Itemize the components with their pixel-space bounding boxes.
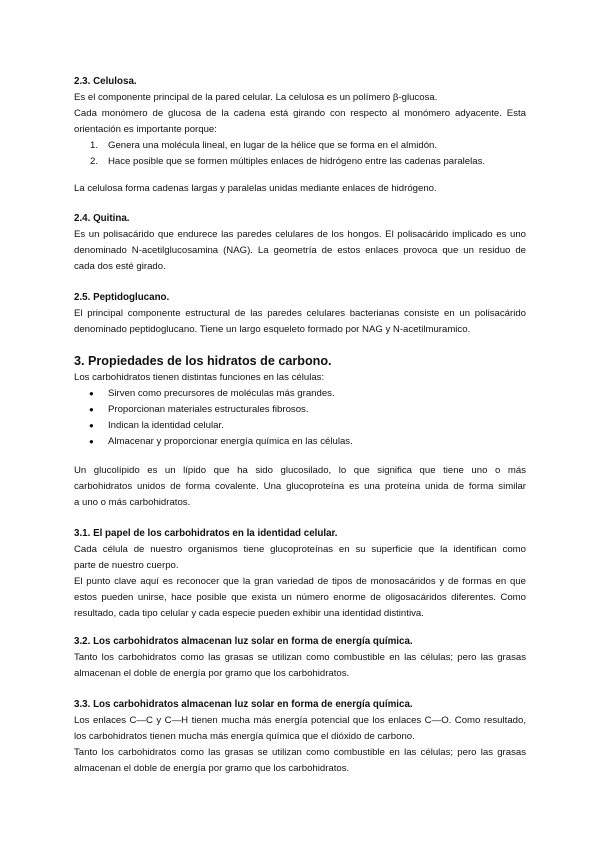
section-2-3 xyxy=(74,74,526,170)
list-item xyxy=(74,386,526,402)
section-2-5 xyxy=(74,290,526,338)
paragraph-line: Cada célula de nuestro organismos tiene glucoproteínas en su superficie que la identifican como xyxy=(74,544,526,555)
section-heading: 2.5. Peptidoglucano. xyxy=(74,292,170,303)
list-item xyxy=(74,402,526,418)
paragraph-line: Tanto los carbohidratos como las grasas se utilizan como combustible en las células; pero las grasas xyxy=(74,652,526,663)
list-item xyxy=(74,154,526,170)
list-item xyxy=(74,434,526,450)
paragraph-line: los carbohidratos tienen mucha más energía química que el dióxido de carbono. xyxy=(74,731,415,742)
section-3-1 xyxy=(74,526,526,622)
bullet-icon: ● xyxy=(89,389,94,398)
bullet-icon: ● xyxy=(89,405,94,414)
paragraph-line: a uno o más carbohidratos. xyxy=(74,497,191,508)
section-title: 3. Propiedades de los hidratos de carbono. xyxy=(74,354,332,368)
list-item xyxy=(74,138,526,154)
paragraph-line: Tanto los carbohidratos como las grasas se utilizan como combustible en las células; pero las grasas xyxy=(74,747,526,758)
paragraph: Los carbohidratos tienen distintas funciones en las células: xyxy=(74,372,325,383)
section-3 xyxy=(74,352,526,450)
section-3-3 xyxy=(74,697,526,777)
list-item xyxy=(74,418,526,434)
section-heading: 3.3. Los carbohidratos almacenan luz solar en forma de energía química. xyxy=(74,699,413,710)
list-item-text: Hace posible que se formen múltiples enlaces de hidrógeno entre las cadenas paralelas. xyxy=(108,156,486,167)
section-2-3-summary xyxy=(74,181,526,197)
list-item-text: Almacenar y proporcionar energía química en las células. xyxy=(108,436,353,447)
section-heading: 3.2. Los carbohidratos almacenan luz solar en forma de energía química. xyxy=(74,636,413,647)
paragraph-line: parte de nuestro cuerpo. xyxy=(74,560,179,571)
paragraph-line: El principal componente estructural de las paredes celulares bacterianas consiste en un polisacárido xyxy=(74,308,526,319)
paragraph-line: denominado peptidoglucano. Tiene un largo esqueleto formado por NAG y N-acetilmuramico. xyxy=(74,324,471,335)
paragraph-line: carbohidratos unidos de forma covalente. Una glucoproteína es una proteína unida de forma similar xyxy=(74,481,526,492)
list-item-text: Proporcionan materiales estructurales fibrosos. xyxy=(108,404,309,415)
list-marker: 1. xyxy=(90,140,99,151)
section-heading: 3.1. El papel de los carbohidratos en la identidad celular. xyxy=(74,528,338,539)
paragraph-line: Un glucolípido es un lípido que ha sido glucosilado, lo que significa que tiene uno o más xyxy=(74,465,526,476)
paragraph: La celulosa forma cadenas largas y paralelas unidas mediante enlaces de hidrógeno. xyxy=(74,183,437,194)
paragraph-line: resultado, cada tipo celular y cada especie pueden exhibir una identidad distintiva. xyxy=(74,608,424,619)
paragraph-line: Cada monómero de glucosa de la cadena está girando con respecto al monómero adyacente. Esta xyxy=(74,108,526,119)
list-item-text: Genera una molécula lineal, en lugar de la hélice que se forma en el almidón. xyxy=(108,140,438,151)
paragraph-line: almacenan el doble de energía por gramo que los carbohidratos. xyxy=(74,763,350,774)
section-heading: 2.4. Quitina. xyxy=(74,213,130,224)
paragraph-line: Es un polisacárido que endurece las paredes celulares de los hongos. El polisacárido implicado es uno xyxy=(74,229,526,240)
numbered-list xyxy=(74,138,526,170)
paragraph-line: denominado N-acetilglucosamina (NAG). La geometría de estos enlaces provoca que un residuo de xyxy=(74,245,526,256)
paragraph-line: estos pueden unirse, hace posible que exista un número enorme de oligosacáridos diferentes. Como xyxy=(74,592,526,603)
section-heading: 2.3. Celulosa. xyxy=(74,76,137,87)
list-item-text: Indican la identidad celular. xyxy=(108,420,224,431)
bullet-icon: ● xyxy=(89,437,94,446)
section-3-glucolipid xyxy=(74,463,526,511)
bullet-list xyxy=(74,386,526,450)
paragraph-line: orientación es importante porque: xyxy=(74,124,217,135)
paragraph-line: El punto clave aquí es reconocer que la gran variedad de tipos de monosacáridos y de formas en que xyxy=(74,576,526,587)
list-item-text: Sirven como precursores de moléculas más grandes. xyxy=(108,388,335,399)
paragraph: Es el componente principal de la pared celular. La celulosa es un polímero β-glucosa. xyxy=(74,92,438,103)
paragraph-line: Los enlaces C—C y C—H tienen mucha más energía potencial que los enlaces C—O. Como resultado, xyxy=(74,715,526,726)
section-2-4 xyxy=(74,211,526,275)
paragraph-line: cada dos esté girado. xyxy=(74,261,166,272)
paragraph-line: almacenan el doble de energía por gramo que los carbohidratos. xyxy=(74,668,350,679)
bullet-icon: ● xyxy=(89,421,94,430)
section-3-2 xyxy=(74,634,526,682)
list-marker: 2. xyxy=(90,156,99,167)
